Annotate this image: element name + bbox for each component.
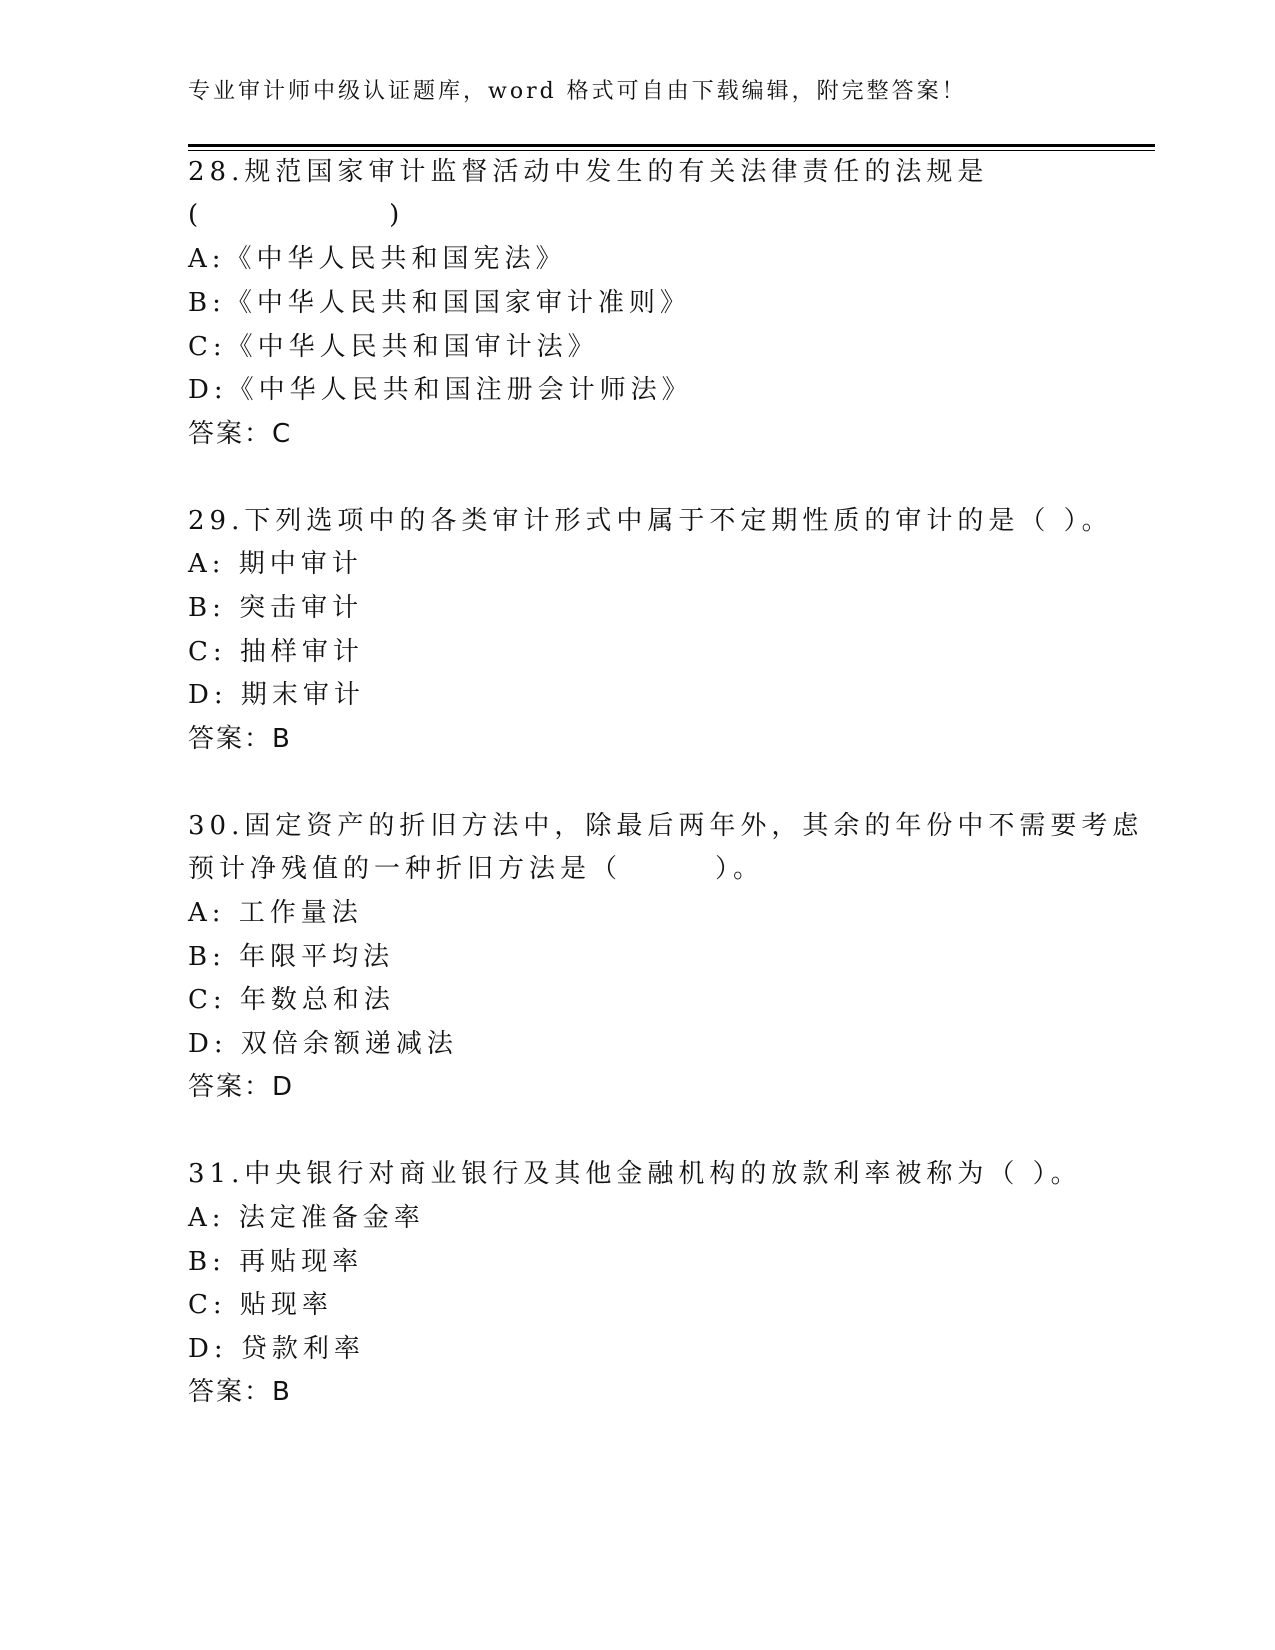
option-b: B: 再贴现率 — [188, 1247, 364, 1277]
option-d: D: 期末审计 — [188, 680, 365, 710]
option-c: C: 年数总和法 — [188, 985, 395, 1015]
question-stem: 30.固定资产的折旧方法中，除最后两年外，其余的年份中不需要考虑 — [188, 811, 1144, 841]
question-stem: 28.规范国家审计监督活动中发生的有关法律责任的法规是 — [188, 157, 989, 187]
page-header: 专业审计师中级认证题库，word 格式可自由下载编辑，附完整答案！ — [188, 79, 967, 104]
answer: 答案：D — [188, 1072, 295, 1102]
option-c: C: 贴现率 — [188, 1290, 333, 1320]
option-c: C:《中华人民共和国审计法》 — [188, 332, 599, 362]
option-d: D:《中华人民共和国注册会计师法》 — [188, 375, 693, 405]
question-stem-line-2: 预计净残值的一种折旧方法是（ ）。 — [188, 854, 765, 884]
option-d: D: 贷款利率 — [188, 1334, 365, 1364]
option-b: B:《中华人民共和国国家审计准则》 — [188, 288, 691, 318]
header-rule-thin — [188, 150, 1155, 151]
question-stem-blank: ( ) — [188, 200, 405, 230]
question-stem: 31.中央银行对商业银行及其他金融机构的放款利率被称为（ ）。 — [188, 1159, 1082, 1189]
option-a: A: 工作量法 — [188, 898, 363, 928]
header-rule-thick — [188, 144, 1155, 147]
option-a: A: 期中审计 — [188, 549, 363, 579]
question-stem: 29.下列选项中的各类审计形式中属于不定期性质的审计的是（ ）。 — [188, 506, 1113, 536]
option-a: A: 法定准备金率 — [188, 1203, 425, 1233]
option-a: A:《中华人民共和国宪法》 — [188, 244, 567, 274]
option-b: B: 突击审计 — [188, 593, 364, 623]
option-b: B: 年限平均法 — [188, 942, 395, 972]
answer: 答案：B — [188, 1377, 292, 1407]
option-c: C: 抽样审计 — [188, 637, 364, 667]
option-d: D: 双倍余额递减法 — [188, 1029, 458, 1059]
answer: 答案：B — [188, 724, 292, 754]
answer: 答案：C — [188, 419, 293, 449]
